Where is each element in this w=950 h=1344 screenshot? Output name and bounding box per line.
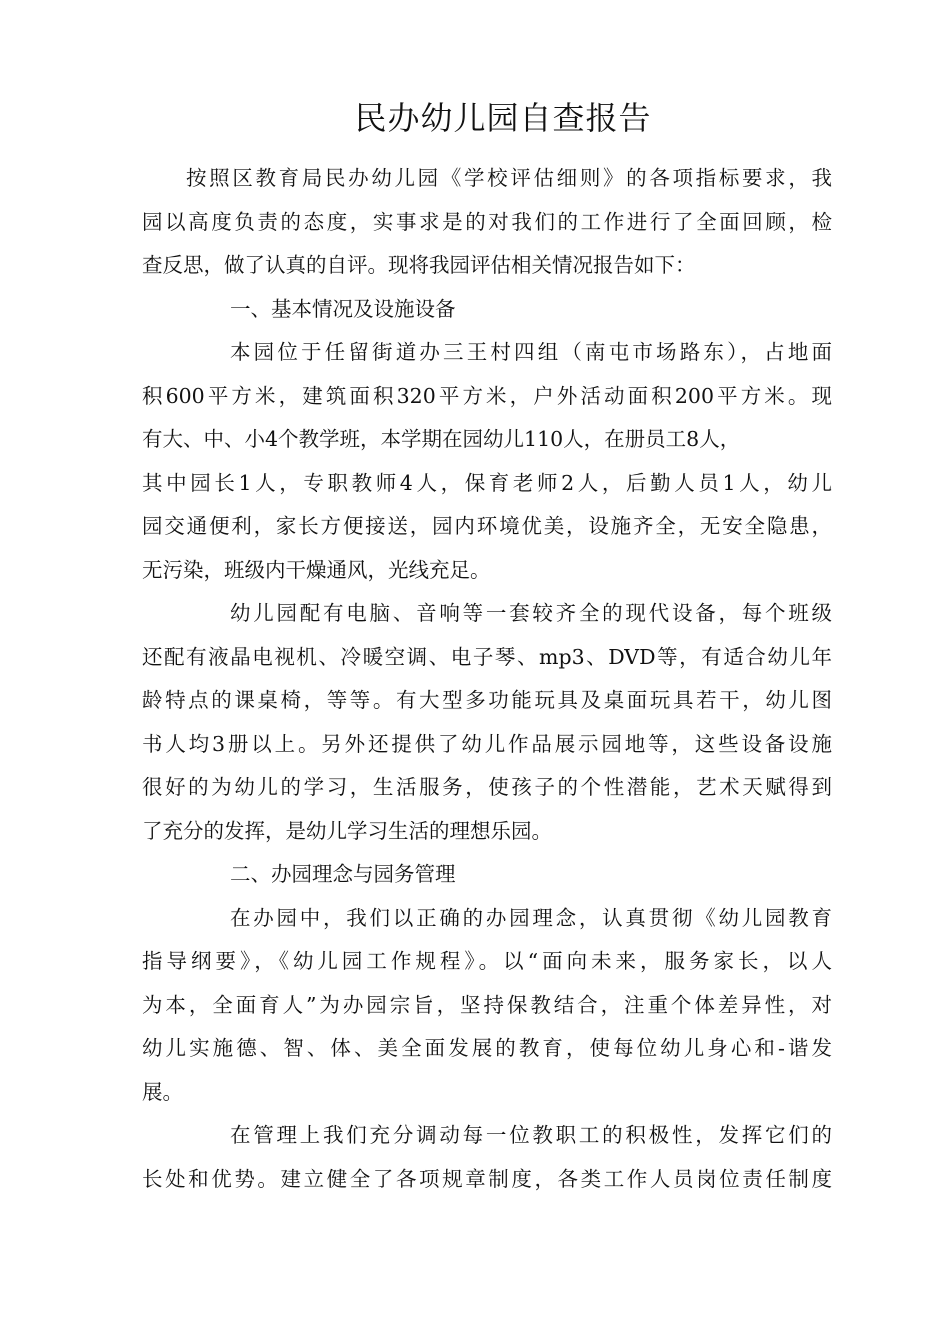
paragraph-line: 在办园中，我们以正确的办园理念，认真贯彻《幼儿园教育 — [230, 905, 832, 930]
paragraph-line: 本园位于任留街道办三王村四组（南屯市场路东），占地面 — [230, 340, 832, 364]
paragraph-line: 书人均3册以上。另外还提供了幼儿作品展示园地等，这些设备设施 — [142, 731, 832, 756]
paragraph-line: 查反思，做了认真的自评。现将我园评估相关情况报告如下： — [142, 253, 696, 277]
paragraph-line: 还配有液晶电视机、冷暖空调、电子琴、mp3、DVD等，有适合幼儿年 — [142, 644, 832, 669]
section-heading: 一、基本情况及设施设备 — [230, 296, 456, 321]
paragraph-line: 按照区教育局民办幼儿园《学校评估细则》的各项指标要求，我 — [186, 166, 832, 190]
paragraph-line: 积600平方米，建筑面积320平方米，户外活动面积200平方米。现 — [142, 383, 832, 408]
paragraph-line: 园交通便利，家长方便接送，园内环境优美，设施齐全，无安全隐患， — [142, 514, 832, 538]
paragraph-line: 其中园长1人，专职教师4人，保育老师2人，后勤人员1人，幼儿 — [142, 470, 832, 495]
paragraph-line: 幼儿园配有电脑、音响等一套较齐全的现代设备，每个班级 — [230, 601, 832, 625]
paragraph-line: 指导纲要》，《幼儿园工作规程》。以“面向未来，服务家长，以人 — [142, 949, 832, 973]
paragraph-line: 了充分的发挥，是幼儿学习生活的理想乐园。 — [142, 818, 552, 843]
section-heading: 二、办园理念与园务管理 — [230, 862, 456, 886]
paragraph-line: 有大、中、小4个教学班，本学期在园幼儿110人，在册员工8人， — [142, 427, 741, 451]
paragraph-line: 长处和优势。建立健全了各项规章制度，各类工作人员岗位责任制度 — [142, 1166, 832, 1191]
paragraph-line: 为本，全面育人”为办园宗旨，坚持保教结合，注重个体差异性，对 — [142, 992, 832, 1017]
paragraph-line: 很好的为幼儿的学习，生活服务，使孩子的个性潜能，艺术天赋得到 — [142, 775, 832, 799]
paragraph-line: 园以高度负责的态度，实事求是的对我们的工作进行了全面回顾，检 — [142, 209, 832, 234]
paragraph-line: 龄特点的课桌椅，等等。有大型多功能玩具及桌面玩具若干，幼儿图 — [142, 688, 832, 712]
paragraph-line: 幼儿实施德、智、体、美全面发展的教育，使每位幼儿身心和-谐发 — [142, 1036, 832, 1060]
document-title: 民办幼儿园自查报告 — [354, 99, 652, 137]
paragraph-line: 展。 — [142, 1079, 183, 1104]
paragraph-line: 无污染，班级内干燥通风，光线充足。 — [142, 557, 491, 582]
paragraph-line: 在管理上我们充分调动每一位教职工的积极性，发挥它们的 — [230, 1123, 832, 1147]
document-body — [142, 157, 832, 1201]
